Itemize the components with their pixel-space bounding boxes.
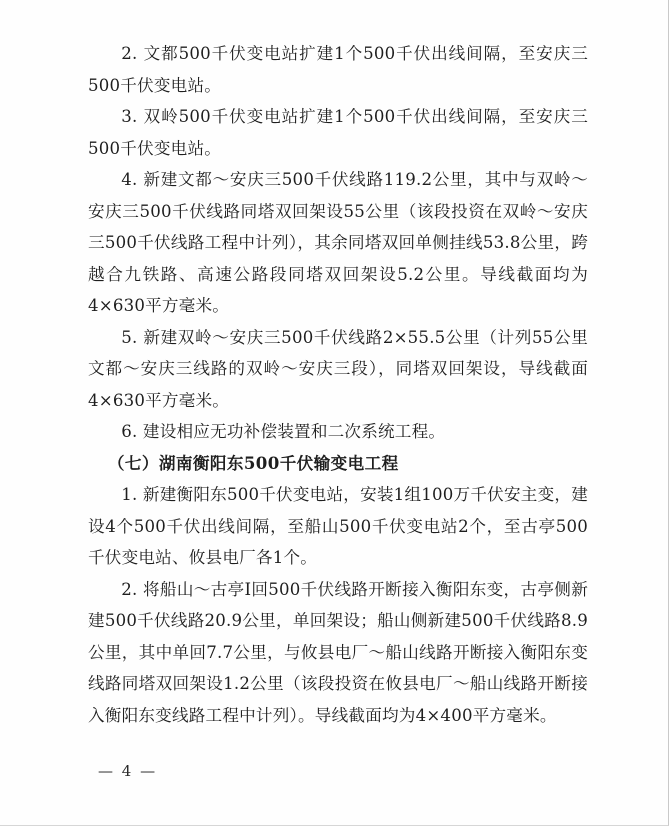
paragraph-item-6: 6. 建设相应无功补偿装置和二次系统工程。: [121, 422, 446, 441]
document-body: [88, 38, 588, 731]
paragraph-item-2-hengyang: 2. 将船山～古亭Ⅰ回500千伏线路开断接入衡阳东变，古亭侧新建500千伏线路20.9公里，单回架设；船山侧新建500千伏线路8.9公里，其中单回7.7公里，与攸县电厂～船山线路开断接入衡阳东变线路同塔双回架设1.2公里（该段投资在攸县电厂～船山线路开断接入衡阳东变线路工程中计列）。导线截面均为4×400平方毫米。: [88, 579, 588, 725]
section-heading: （七）湖南衡阳东500千伏输变电工程: [107, 452, 399, 473]
paragraph-item-3: 3. 双岭500千伏变电站扩建1个500千伏出线间隔，至安庆三500千伏变电站。: [88, 107, 588, 158]
page-number: — 4 —: [98, 762, 158, 780]
paragraph-item-5: 5. 新建双岭～安庆三500千伏线路2×55.5公里（计列55公里文都～安庆三线路的双岭～安庆三段），同塔双回架设，导线截面4×630平方毫米。: [88, 327, 588, 410]
paragraph-item-1-hengyang: 1. 新建衡阳东500千伏变电站，安装1组100万千伏安主变，建设4个500千伏出线间隔，至船山500千伏变电站2个，至古亭500千伏变电站、攸县电厂各1个。: [88, 485, 588, 567]
paragraph-item-2: 2. 文都500千伏变电站扩建1个500千伏出线间隔，至安庆三500千伏变电站。: [88, 44, 588, 95]
paragraph-item-4: 4. 新建文都～安庆三500千伏线路119.2公里，其中与双岭～安庆三500千伏线路同塔双回架设55公里（该段投资在双岭～安庆三500千伏线路工程中计列），其余同塔双回单侧挂线53.8公里，跨越合九铁路、高速公路段同塔双回架设5.2公里。导线截面均为4×630平方毫米。: [88, 170, 588, 315]
